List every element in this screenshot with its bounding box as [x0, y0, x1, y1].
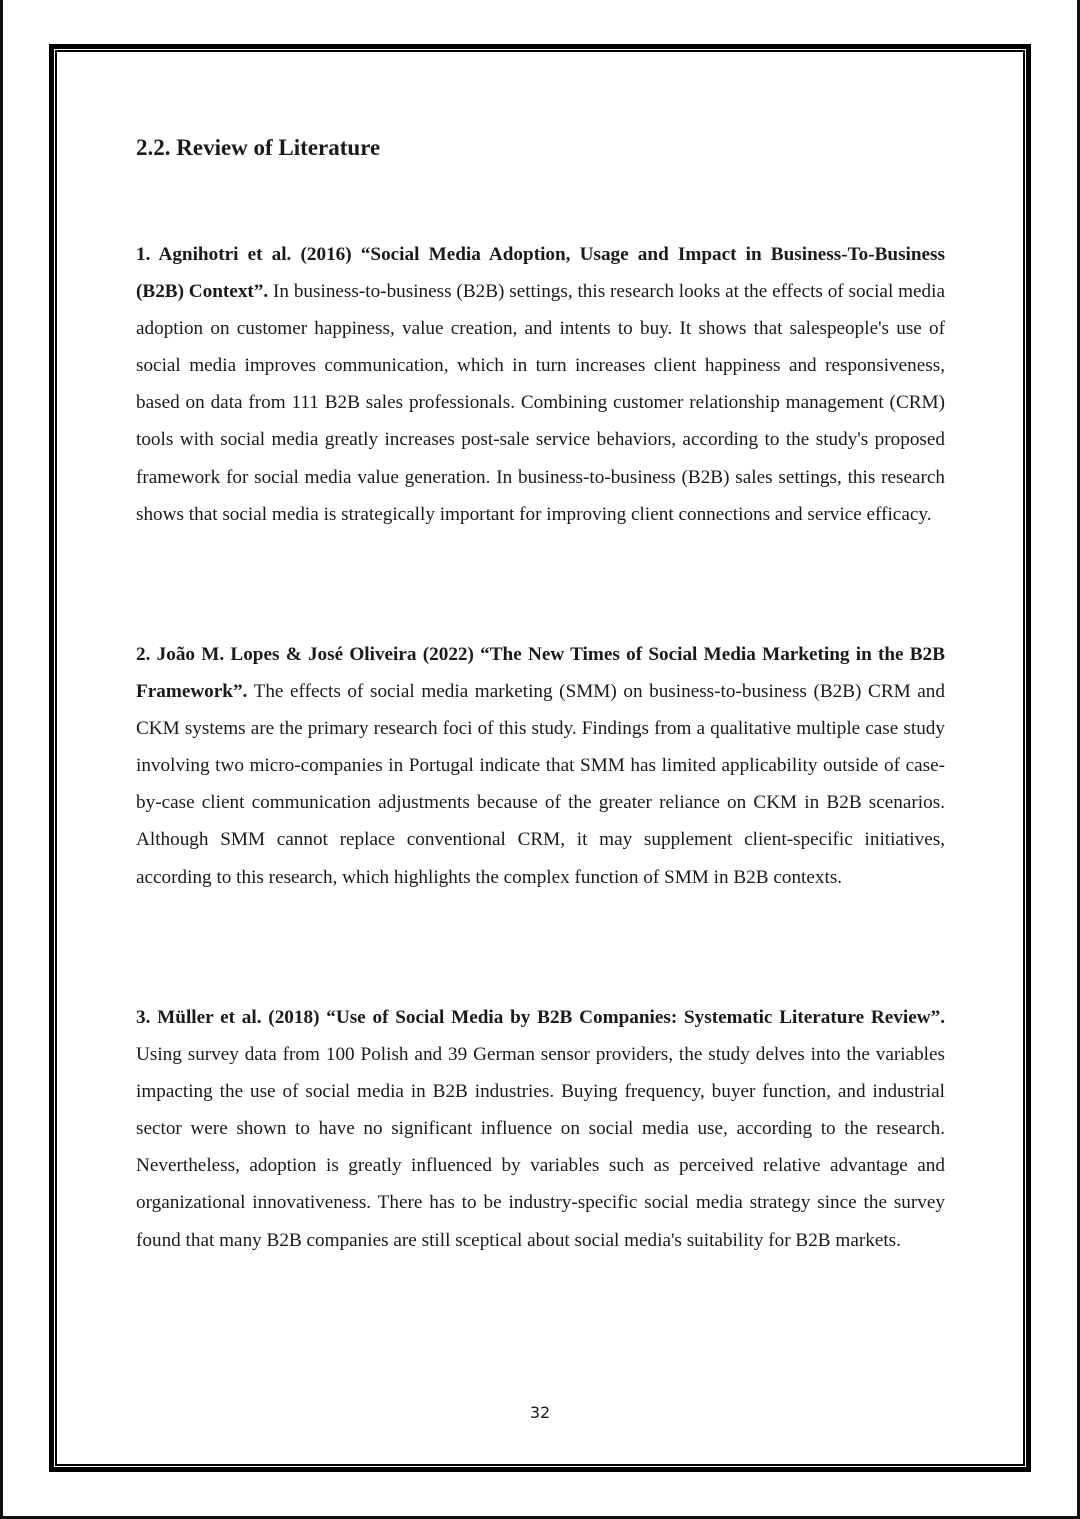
- page-number: 32: [529, 1403, 551, 1422]
- literature-review-entry: [136, 636, 945, 896]
- review-summary: The effects of social media marketing (SMM) on business-to-business (B2B) CRM and CKM systems are the primary research foci of this study. Findings from a qualitative multiple case study involving two micro-companies in Portugal indicate that SMM has limited applicability outside of case-by-case client communication adjustments because of the greater reliance on CKM in B2B scenarios. Although SMM cannot replace conventional CRM, it may supplement client-specific initiatives, according to this research, which highlights the complex function of SMM in B2B contexts.: [136, 681, 945, 888]
- literature-review-entry: [136, 999, 945, 1259]
- review-summary: Using survey data from 100 Polish and 39 German sensor providers, the study delves into the variables impacting the use of social media in B2B industries. Buying frequency, buyer function, and industrial sector were shown to have no significant influence on social media use, according to the research. Nevertheless, adoption is greatly influenced by variables such as perceived relative advantage and organizational innovativeness. There has to be industry-specific social media strategy since the survey found that many B2B companies are still sceptical about social media's suitability for B2B markets.: [136, 1044, 945, 1251]
- review-reference: 2. João M. Lopes & José Oliveira (2022) “The New Times of Social Media Marketing in the B2B Framework”.: [136, 644, 945, 703]
- review-summary: In business-to-business (B2B) settings, this research looks at the effects of social media adoption on customer happiness, value creation, and intents to buy. It shows that salespeople's use of social media improves communication, which in turn increases client happiness and responsiveness, based on data from 111 B2B sales professionals. Combining customer relationship management (CRM) tools with social media greatly increases post-sale service behaviors, according to the study's proposed framework for social media value generation. In business-to-business (B2B) sales settings, this research shows that social media is strategically important for improving client connections and service efficacy.: [136, 281, 945, 525]
- review-reference: 1. Agnihotri et al. (2016) “Social Media Adoption, Usage and Impact in Business-To-Business (B2B) Context”.: [136, 244, 945, 303]
- page-content: [136, 126, 945, 1251]
- page-edge-left: [0, 0, 3, 1519]
- literature-review-entry: [136, 236, 945, 533]
- review-reference: 3. Müller et al. (2018) “Use of Social Media by B2B Companies: Systematic Literature Review”.: [136, 1007, 945, 1028]
- section-title: 2.2. Review of Literature: [136, 135, 381, 160]
